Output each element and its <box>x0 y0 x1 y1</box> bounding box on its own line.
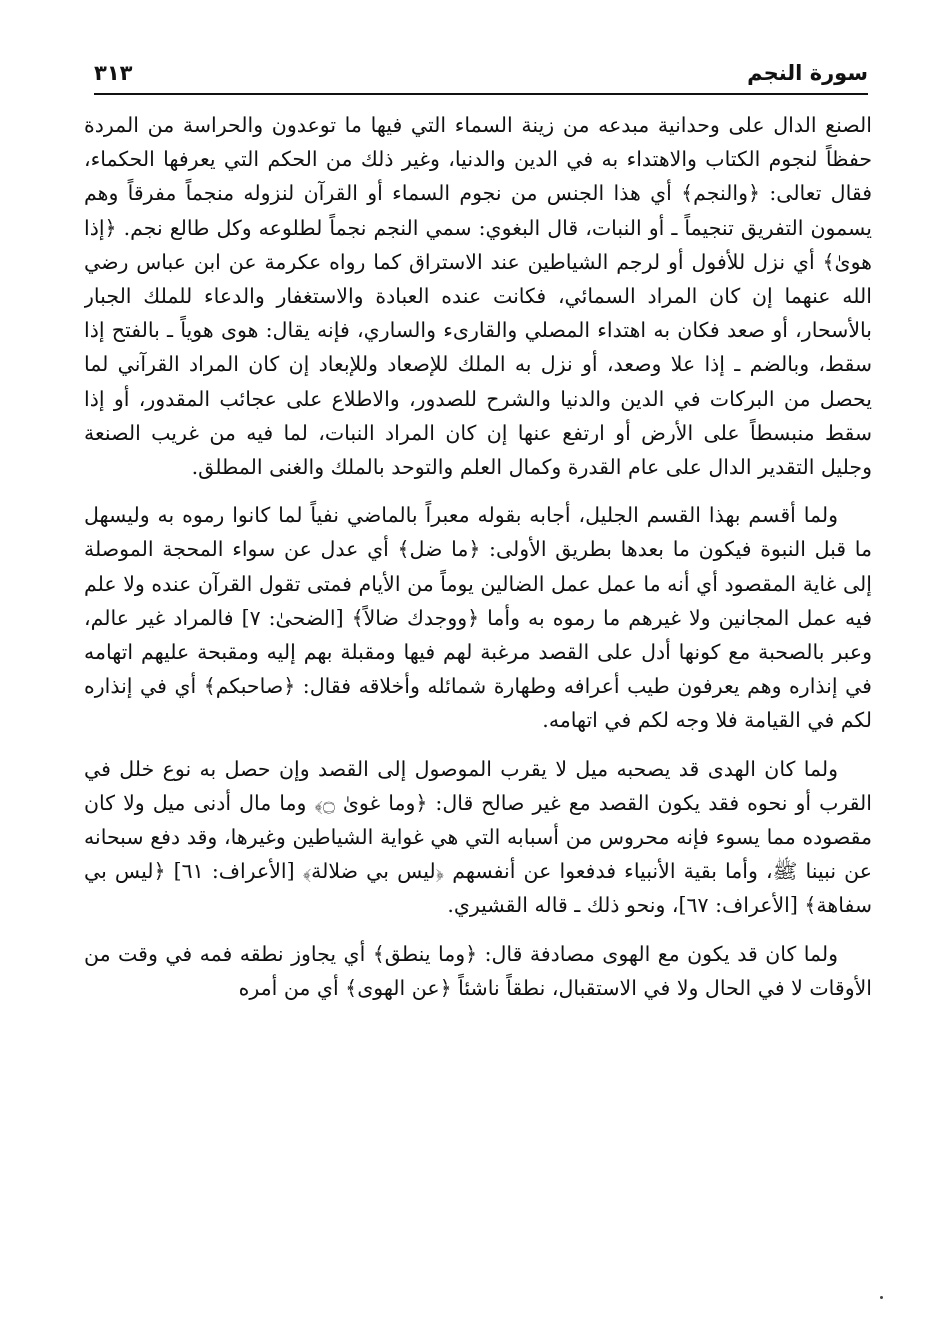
paragraph-1: الصنع الدال على وحدانية مبدعه من زينة السماء التي فيها ما توعدون والحراسة من المردة حفظاً لنجوم الكتاب والاهتداء به في الدين والدنيا، وغير ذلك من الحكم التي يعرفها الحكماء، فقال تعالى: ﴿والنجم﴾ أي هذا الجنس من نجوم السماء أو القرآن لنزوله منجماً مفرقاً وهم يسمون التفريق تنجيماً ـ أو النبات، قال البغوي: سمي النجم نجماً لطلوعه وكل طالع نجم. ﴿إذا هوىٰ﴾ أي نزل للأفول أو لرجم الشياطين عند الاستراق كما رواه عكرمة عن ابن عباس رضي الله عنهما إن كان المراد السمائي، فكانت عنده العبادة والاستغفار والدعاء للملك الجبار بالأسحار، أو صعد فكان به اهتداء المصلي والقارىء والساري، فإنه يقال: هوى هوياً ـ بالفتح إذا سقط، وبالضم ـ إذا علا وصعد، أو نزل به الملك للإصعاد وللإبعاد إن كان المراد القرآني لما يحصل من البركات في الدين والدنيا والشرح للصدور، والاطلاع على عجائب المقدور، أو إذا سقط منبسطاً على الأرض أو ارتفع عنها إن كان المراد النبات، لما فيه من غريب الصنعة وجليل التقدير الدال على عام القدرة وكمال العلم والتوحد بالملك والغنى المطلق. <box>84 113 872 480</box>
header-divider <box>94 93 868 95</box>
running-header <box>94 56 868 92</box>
paragraph-2: ولما أقسم بهذا القسم الجليل، أجابه بقوله معبراً بالماضي نفياً لما كانوا رموه به وليسهل ما قبل النبوة فيكون ما بعدها بطريق الأولى: ﴿ما ضل﴾ أي عدل عن سواء المحجة الموصلة إلى غاية المقصود أي أنه ما عمل عمل الضالين يوماً من الأيام فمتى تقول القرآن عنده ولا علم فيه عمل المجانين ولا غيرهم ما رموه به وأما ﴿ووجدك ضالاً﴾ [الضحىٰ: ٧] فالمراد غير عالم، وعبر بالصحبة مع كونها أدل على القصد مرغبة لهم فيها ومقبلة بهم إليه ومقبحة عليهم اتهامه في إنذاره وهم يعرفون طيب أعرافه وطهارة شمائله وأخلاقه فقال: ﴿صاحبكم﴾ أي في إنذاره لكم في القيامة فلا وجه لكم في اتهامه. <box>84 503 872 733</box>
main-text <box>84 108 872 1298</box>
paragraph-3: ولما كان الهدى قد يصحبه ميل لا يقرب الموصول إلى القصد وإن حصل به نوع خلل في القرب أو نحوه فقد يكون القصد مع غير صالح قال: ﴿وما غوىٰ ۝﴾ وما مال أدنى ميل ولا كان مقصوده مما يسوء فإنه محروس من أسبابه التي هي غواية الشياطين وغيرها، وقد دفع سبحانه عن نبينا ﷺ، وأما بقية الأنبياء فدفعوا عن أنفسهم ﴿ليس بي ضلالة﴾ [الأعراف: ٦١] ﴿ليس بي سفاهة﴾ [الأعراف: ٦٧]، ونحو ذلك ـ قاله القشيري. <box>84 756 872 918</box>
scan-mark <box>880 1296 883 1299</box>
page-number: ٣١٣ <box>94 61 133 85</box>
paragraph-4: ولما كان قد يكون مع الهوى مصادفة قال: ﴿وما ينطق﴾ أي يجاوز نطقه فمه في وقت من الأوقات لا في الحال ولا في الاستقبال، نطقاً ناشئاً ﴿عن الهوى﴾ أي من أمره <box>84 941 872 1000</box>
surah-title: سورة النجم <box>747 61 868 85</box>
